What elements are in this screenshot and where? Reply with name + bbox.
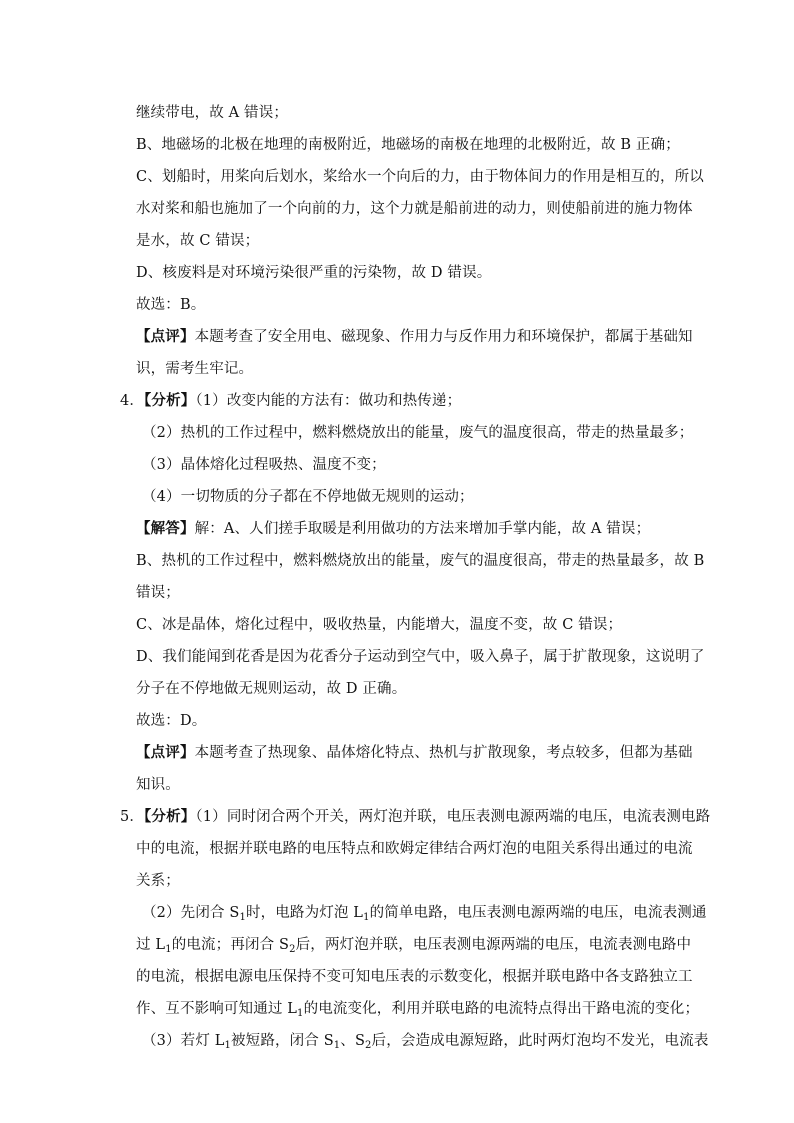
question-number: 4．	[120, 393, 145, 409]
text-line: 的电流，根据电源电压保持不变可知电压表的示数变化，根据并联电路中各支路独立工	[136, 969, 693, 985]
text-line: C、冰是晶体，熔化过程中，吸收热量，内能增大，温度不变，故 C 错误；	[136, 617, 623, 633]
question-5-header	[120, 807, 711, 827]
text-line: D、核废料是对环境污染很严重的污染物，故 D 错误。	[136, 265, 492, 281]
answer-tag: 【解答】	[136, 520, 195, 537]
text-span: （3）若灯 L	[142, 1033, 225, 1049]
subscript: 1	[363, 912, 370, 923]
subscript: 1	[297, 1008, 304, 1019]
subscript: 1	[165, 944, 172, 955]
text-line	[136, 999, 700, 1019]
text-span: 被短路，闭合 S	[231, 1033, 334, 1049]
answer-line	[136, 519, 696, 539]
subscript: 2	[289, 944, 296, 955]
comment-line	[136, 743, 696, 763]
question-number: 5．	[120, 809, 145, 825]
analysis-text: （1）同时闭合两个开关，两灯泡并联，电压表测电源两端的电压，电流表测电路	[195, 809, 711, 825]
text-line: C、划船时，用桨向后划水，桨给水一个向后的力，由于物体间力的作用是相互的，所以	[136, 169, 704, 185]
text-line: 知识。	[136, 777, 180, 793]
text-span: （2）先闭合 S	[142, 905, 240, 921]
subscript: 1	[224, 1040, 232, 1051]
text-line: （4）一切物质的分子都在不停地做无规则的运动；	[142, 489, 474, 505]
text-line: 继续带电，故 A 错误；	[136, 105, 288, 121]
text-line: 关系；	[136, 873, 180, 889]
text-span: 后，两灯泡并联，电压表测电源两端的电压，电流表测电路中	[295, 937, 692, 953]
analysis-tag: 【分析】	[144, 808, 196, 825]
comment-text: 本题考查了安全用电、磁现象、作用力与反作用力和环境保护，都属于基础知	[194, 329, 693, 345]
answer-text: 解：A、人们搓手取暖是利用做功的方法来增加手掌内能，故 A 错误；	[194, 521, 651, 537]
text-line: 故选：D。	[136, 713, 207, 729]
text-line	[142, 1031, 709, 1051]
text-line: （3）晶体熔化过程吸热、温度不变；	[142, 457, 386, 473]
text-line	[136, 935, 696, 955]
text-span: 时，电路为灯泡 L	[245, 905, 364, 921]
text-span: 后，会造成电源短路，此时两灯泡均不发光，电流表	[371, 1033, 709, 1049]
subscript: 2	[365, 1040, 372, 1051]
text-span: 的简单电路，电压表测电源两端的电压，电流表测通	[369, 905, 707, 921]
text-line: 故选：B。	[136, 297, 206, 313]
text-line: B、地磁场的北极在地理的南极附近，地磁场的南极在地理的北极附近，故 B 正确；	[136, 137, 680, 153]
text-line	[142, 903, 707, 923]
comment-text: 本题考查了热现象、晶体熔化特点、热机与扩散现象，考点较多，但都为基础	[194, 745, 693, 761]
text-line: D、我们能闻到花香是因为花香分子运动到空气中，吸入鼻子，属于扩散现象，这说明了	[136, 649, 705, 665]
text-line: 水对桨和船也施加了一个向前的力，这个力就是船前进的动力，则使船前进的施力物体	[136, 201, 693, 217]
text-span: 的电流变化，利用并联电路的电流特点得出干路电流的变化；	[303, 1001, 700, 1017]
text-line: 分子在不停地做无规则运动，故 D 正确。	[136, 681, 407, 697]
text-line: 中的电流，根据并联电路的电压特点和欧姆定律结合两灯泡的电阻关系得出通过的电流	[136, 841, 693, 857]
text-line: 识，需考生牢记。	[136, 361, 254, 377]
comment-tag: 【点评】	[136, 744, 195, 761]
analysis-text: （1）改变内能的方法有：做功和热传递；	[195, 393, 462, 409]
text-line: （2）热机的工作过程中，燃料燃烧放出的能量，废气的温度很高，带走的热量最多；	[142, 425, 694, 441]
text-span: 过 L	[136, 937, 166, 953]
question-4-header	[120, 391, 680, 411]
text-line: 是水，故 C 错误；	[136, 233, 260, 249]
subscript: 1	[239, 912, 246, 923]
text-line: 错误；	[136, 585, 180, 601]
analysis-tag: 【分析】	[144, 392, 196, 409]
comment-line	[136, 327, 696, 347]
subscript: 1	[333, 1040, 341, 1051]
text-span: 作、互不影响可知通过 L	[136, 1001, 298, 1017]
comment-tag: 【点评】	[136, 328, 195, 345]
text-span: 的电流；再闭合 S	[171, 937, 290, 953]
text-span: 、S	[340, 1033, 366, 1049]
text-line: B、热机的工作过程中，燃料燃烧放出的能量，废气的温度很高，带走的热量最多，故 B	[136, 553, 705, 569]
